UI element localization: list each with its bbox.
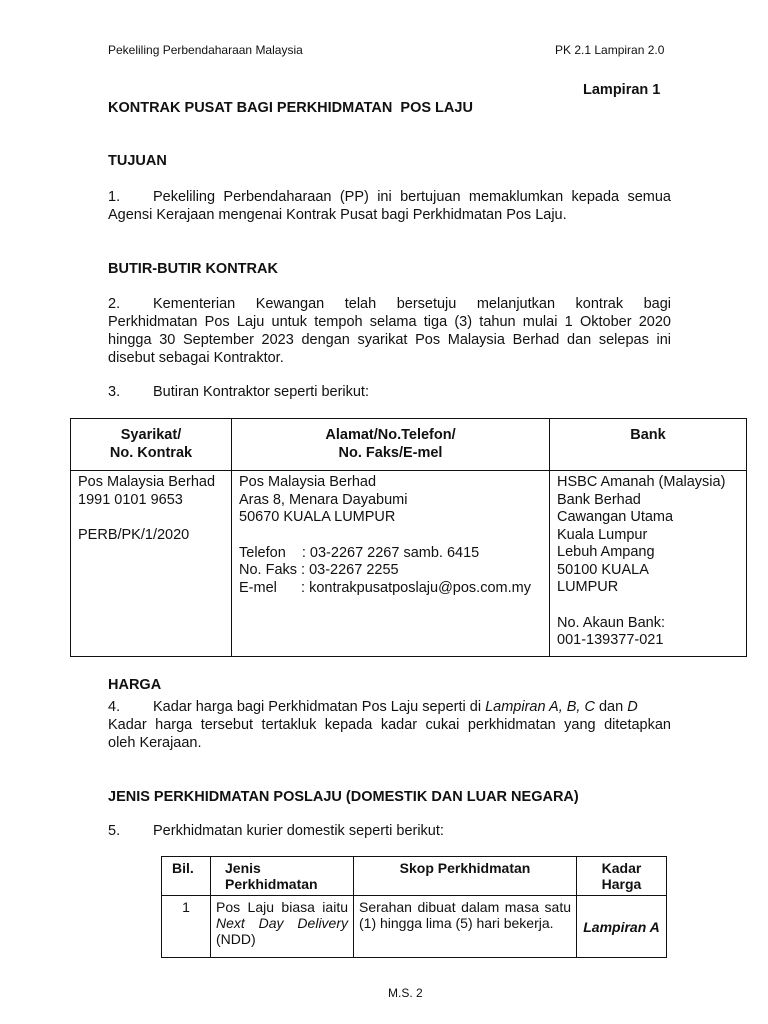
paragraph-line: Perkhidmatan Pos Laju untuk tempoh selama tiga (3) tahun mulai 1 Oktober 2020 <box>108 314 671 330</box>
cell-line: Pos Malaysia Berhad <box>239 474 377 490</box>
header-text: Bil. <box>172 860 194 876</box>
header-text: Kadar <box>601 860 642 876</box>
table-row <box>162 896 667 958</box>
paragraph-line: Kementerian Kewangan telah bersetuju melanjutkan kontrak bagi <box>153 296 671 312</box>
paragraph-line: Pekeliling Perbendaharaan (PP) ini bertujuan memaklumkan kepada semua <box>153 189 671 205</box>
paragraph-3 <box>108 383 369 401</box>
cell-line: HSBC Amanah (Malaysia) <box>557 474 726 490</box>
paragraph-1 <box>108 188 671 224</box>
paragraph-line: Kadar harga tersebut tertakluk kepada kadar cukai perkhidmatan yang ditetapkan <box>108 717 671 733</box>
cell-line: 1991 0101 9653 <box>78 491 183 508</box>
cell-company <box>71 471 232 657</box>
paragraph-text: Perkhidmatan kurier domestik seperti berikut: <box>153 823 444 839</box>
lampiran-label: Lampiran 1 <box>583 82 661 98</box>
paragraph-text: Butiran Kontraktor seperti berikut: <box>153 384 369 400</box>
page-number: M.S. 2 <box>388 986 423 1000</box>
contract-number: PERB/PK/1/2020 <box>78 527 190 543</box>
paragraph-2 <box>108 295 671 367</box>
header-text: No. Faks/E-mel <box>338 444 443 461</box>
cell-line: 50100 KUALA <box>557 561 649 578</box>
paragraph-text: Kadar harga bagi Perkhidmatan Pos Laju seperti di <box>153 699 486 715</box>
cell-line: Next Day Delivery <box>216 915 348 931</box>
table-row <box>71 471 747 657</box>
phone-line: Telefon : 03-2267 2267 samb. 6415 <box>239 544 480 561</box>
header-text: Skop Perkhidmatan <box>399 860 531 876</box>
cell-line: Serahan dibuat dalam masa satu <box>359 899 571 915</box>
contractor-table <box>70 418 747 657</box>
cell-address <box>232 471 550 657</box>
table-header-row <box>162 857 667 896</box>
cell-line: Pos Laju biasa iaitu <box>216 899 348 915</box>
paragraph-line: oleh Kerajaan. <box>108 735 202 751</box>
header-right: PK 2.1 Lampiran 2.0 <box>555 43 665 57</box>
cell-jenis <box>211 896 354 958</box>
table-header-row <box>71 419 747 471</box>
header-text: Syarikat/ <box>120 427 182 443</box>
paragraph-number: 3. <box>108 384 121 400</box>
table-header-alamat <box>232 419 550 471</box>
header-text: Perkhidmatan <box>225 876 318 892</box>
header-text: Bank <box>630 427 666 443</box>
table-header-bank <box>550 419 747 471</box>
cell-line: Cawangan Utama <box>557 509 674 525</box>
cell-line: (1) hingga lima (5) hari bekerja. <box>359 915 554 931</box>
paragraph-number: 2. <box>108 296 121 312</box>
cell-line: Aras 8, Menara Dayabumi <box>239 491 408 508</box>
cell-bank <box>550 471 747 657</box>
table-header-bil <box>162 857 211 896</box>
paragraph-italic: Lampiran A, B, C <box>485 699 595 715</box>
paragraph-number: 1. <box>108 189 121 205</box>
paragraph-4 <box>108 698 671 752</box>
section-harga: HARGA <box>108 677 162 693</box>
paragraph-number: 4. <box>108 699 121 715</box>
section-jenis: JENIS PERKHIDMATAN POSLAJU (DOMESTIK DAN LUAR NEGARA) <box>108 789 579 805</box>
header-text: Jenis <box>225 860 261 876</box>
header-text: Alamat/No.Telefon/ <box>325 427 456 443</box>
cell-line: Bank Berhad <box>557 491 641 508</box>
paragraph-line: disebut sebagai Kontraktor. <box>108 350 284 366</box>
cell-line: LUMPUR <box>557 579 619 595</box>
paragraph-5 <box>108 822 444 840</box>
cell-line: Lebuh Ampang <box>557 544 655 560</box>
table-header-jenis <box>211 857 354 896</box>
cell-kadar: Lampiran A <box>577 896 667 958</box>
paragraph-text: dan <box>594 699 628 715</box>
header-left: Pekeliling Perbendaharaan Malaysia <box>108 43 303 57</box>
header-text: No. Kontrak <box>109 444 193 461</box>
table-header-kadar <box>577 857 667 896</box>
account-number: 001-139377-021 <box>557 632 664 648</box>
section-tujuan: TUJUAN <box>108 153 167 169</box>
paragraph-number: 5. <box>108 823 121 839</box>
cell-line: (NDD) <box>216 931 256 947</box>
table-header-skop <box>354 857 577 896</box>
paragraph-line: hingga 30 September 2023 dengan syarikat Pos Malaysia Berhad dan selepas ini <box>108 332 671 348</box>
table-header-syarikat <box>71 419 232 471</box>
email-line: E-mel : kontrakpusatposlaju@pos.com.my <box>239 579 531 596</box>
cell-line: 50670 KUALA LUMPUR <box>239 509 396 525</box>
paragraph-italic: D <box>627 699 638 715</box>
service-table <box>161 856 667 958</box>
fax-line: No. Faks : 03-2267 2255 <box>239 562 399 578</box>
cell-line: Pos Malaysia Berhad <box>78 474 216 490</box>
cell-line: No. Akaun Bank: <box>557 614 666 631</box>
cell-skop <box>354 896 577 958</box>
cell-line: Kuala Lumpur <box>557 526 648 543</box>
header-text: Harga <box>601 876 642 892</box>
cell-bil: 1 <box>162 896 211 958</box>
section-butir: BUTIR-BUTIR KONTRAK <box>108 261 278 277</box>
document-title: KONTRAK PUSAT BAGI PERKHIDMATAN POS LAJU <box>108 100 473 116</box>
paragraph-line: Agensi Kerajaan mengenai Kontrak Pusat bagi Perkhidmatan Pos Laju. <box>108 207 567 223</box>
